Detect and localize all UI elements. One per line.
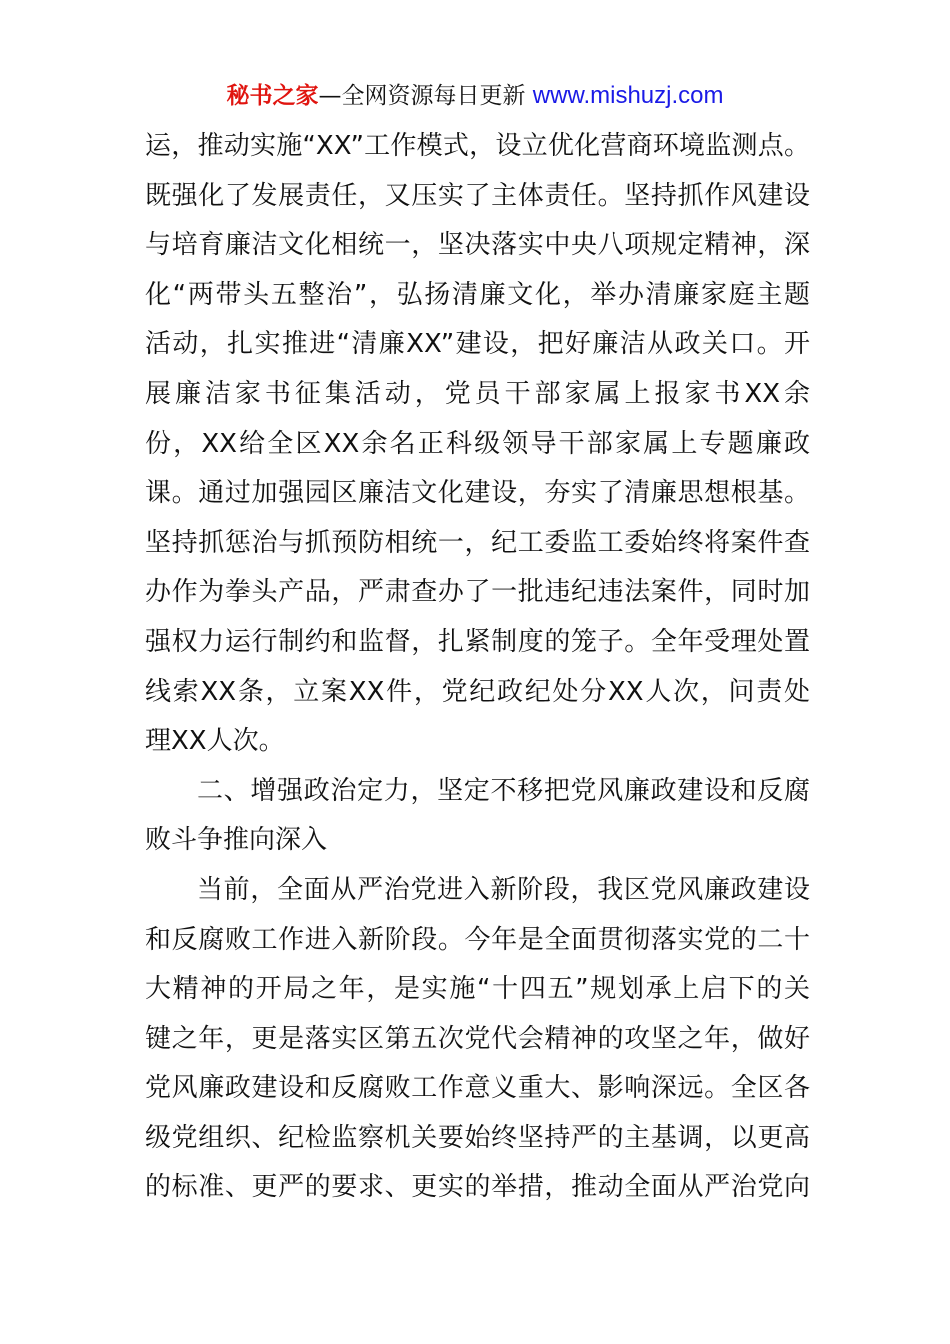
section-heading-line: 二、增强政治定力，坚定不移把党风廉政建设和反腐 xyxy=(197,775,810,806)
text-line: 党风廉政建设和反腐败工作意义重大、影响深远。全区各 xyxy=(145,1073,810,1104)
header-tagline: —全网资源每日更新 xyxy=(318,83,533,109)
text-line: 当前，全面从严治党进入新阶段，我区党风廉政建设 xyxy=(197,874,810,905)
text-line: 线索XX条，立案XX件，党纪政纪处分XX人次，问责处 xyxy=(145,676,810,707)
text-line: 运，推动实施“XX”工作模式，设立优化营商环境监测点。 xyxy=(145,131,810,161)
text-line: 和反腐败工作进入新阶段。今年是全面贯彻落实党的二十 xyxy=(145,924,810,955)
text-line: 大精神的开局之年，是实施“十四五”规划承上启下的关 xyxy=(145,974,810,1005)
section-heading-line: 败斗争推向深入 xyxy=(145,825,328,856)
text-line: 既强化了发展责任，又压实了主体责任。坚持抓作风建设 xyxy=(145,180,810,211)
text-line: 办作为拳头产品，严肃查办了一批违纪违法案件，同时加 xyxy=(145,577,810,608)
text-line: 的标准、更严的要求、更实的举措，推动全面从严治党向 xyxy=(145,1172,810,1203)
site-url[interactable]: www.mishuzj.com xyxy=(532,82,724,109)
text-line: 键之年，更是落实区第五次党代会精神的攻坚之年，做好 xyxy=(145,1023,810,1054)
brand-name: 秘书之家 xyxy=(226,83,319,109)
text-line: 活动，扎实推进“清廉XX”建设，把好廉洁从政关口。开 xyxy=(145,329,810,360)
text-line: 与培育廉洁文化相统一，坚决落实中央八项规定精神，深 xyxy=(145,230,810,261)
text-line: 展廉洁家书征集活动，党员干部家属上报家书XX余 xyxy=(145,378,810,409)
text-line: 强权力运行制约和监督，扎紧制度的笼子。全年受理处置 xyxy=(145,626,810,657)
text-line: 理XX人次。 xyxy=(145,726,285,757)
text-line: 坚持抓惩治与抓预防相统一，纪工委监工委始终将案件查 xyxy=(145,527,810,558)
text-line: 化“两带头五整治”，弘扬清廉文化，举办清廉家庭主题 xyxy=(145,279,810,310)
document-body xyxy=(145,122,810,1213)
site-header xyxy=(0,80,950,112)
text-line: 级党组织、纪检监察机关要始终坚持严的主基调，以更高 xyxy=(145,1122,810,1153)
text-line: 份，XX给全区XX余名正科级领导干部家属上专题廉政 xyxy=(145,428,810,459)
text-line: 课。通过加强园区廉洁文化建设，夯实了清廉思想根基。 xyxy=(145,478,810,509)
